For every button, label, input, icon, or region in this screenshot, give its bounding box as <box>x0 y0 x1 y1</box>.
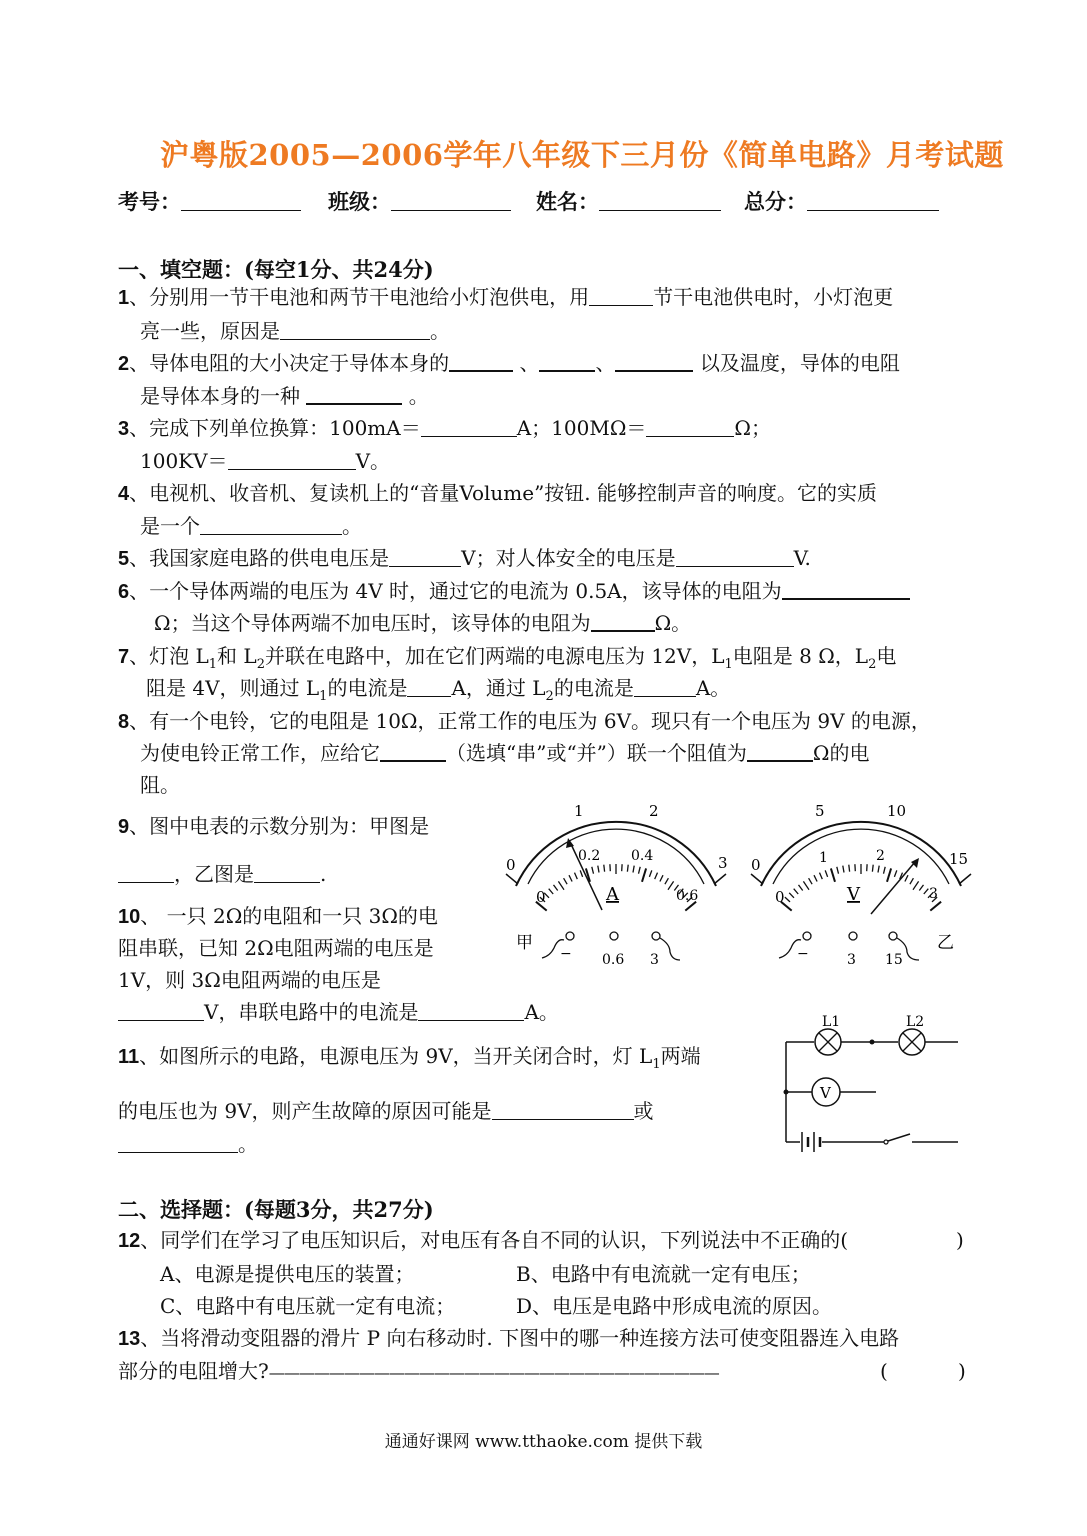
q-number: 12 <box>118 1230 141 1252</box>
question-10 <box>118 900 438 933</box>
voltmeter-terminal-3 <box>849 932 857 940</box>
q-number: 8 <box>118 711 130 733</box>
circuit-figure <box>772 1010 968 1160</box>
q12-option-c[interactable]: C、电路中有电压就一定有电流； <box>160 1294 456 1318</box>
question-1-line2 <box>140 315 450 347</box>
scale-tick <box>894 870 896 877</box>
scale-tick <box>905 875 908 881</box>
q-text: 、灯泡 L <box>129 644 209 668</box>
question-9-line2 <box>118 858 326 890</box>
ammeter-terminal-3-label: 3 <box>650 952 659 968</box>
answer-blank[interactable] <box>449 352 513 372</box>
question-3-line2 <box>140 445 390 477</box>
ammeter-tag: 甲 <box>516 933 533 953</box>
question-9 <box>118 810 429 843</box>
page-footer: 通通好课网 www.tthaoke.com 提供下载 <box>384 1432 703 1452</box>
ammeter-top-label-1: 1 <box>574 802 584 820</box>
subscript: 2 <box>545 689 554 704</box>
circuit-junction <box>784 1090 789 1095</box>
section2-heading: 二、选择题：(每题3分，共27分) <box>118 1197 434 1222</box>
question-6-line2 <box>154 607 691 639</box>
q-text: 、导体电阻的大小决定于导体本身的 <box>129 351 450 375</box>
scale-tick <box>887 868 891 881</box>
question-13-line2 <box>118 1355 719 1389</box>
scale-tick <box>554 885 558 891</box>
scale-tick <box>633 866 634 873</box>
ammeter-bottom-label-1: 0.2 <box>578 848 601 864</box>
scale-tick <box>825 870 827 877</box>
scale-tick <box>872 865 873 872</box>
scale-tick <box>580 870 582 877</box>
q-number: 1 <box>118 287 130 309</box>
q-text: 、如图所示的电路，电源电压为 9V，当开关闭合时，灯 L <box>139 1044 653 1068</box>
subscript: 1 <box>319 689 328 704</box>
voltmeter-bottom-label-1: 1 <box>819 850 828 866</box>
answer-blank[interactable] <box>407 678 451 697</box>
voltmeter-zero-bottom: 0 <box>775 888 785 906</box>
ammeter-terminal-3 <box>652 932 660 940</box>
answer-blank[interactable] <box>306 385 402 405</box>
voltmeter-outer-arc <box>761 822 961 886</box>
q-text: 。 <box>238 1132 258 1156</box>
q-text: 、我国家庭电路的供电电压是 <box>129 546 390 570</box>
q-text: 、有一个电铃，它的电阻是 10Ω，正常工作的电压为 6V。现只有一个电压为 9V 的电源， <box>129 709 931 733</box>
exam-no-blank[interactable] <box>181 190 301 211</box>
ammeter-terminal-neg-label: − <box>560 946 572 962</box>
question-4 <box>118 477 877 510</box>
section1-heading: 一、填空题：(每空1分、共24分) <box>118 257 434 282</box>
scale-tick <box>569 875 572 881</box>
voltmeter-terminal-neg-label: − <box>797 946 809 962</box>
answer-blank[interactable] <box>421 418 517 437</box>
ammeter-zero-bottom: 0 <box>536 888 546 906</box>
q-text: 、 一只 2Ω的电阻和一只 3Ω的电 <box>140 904 438 928</box>
q12-answer-paren[interactable]: ) <box>956 1228 964 1252</box>
voltmeter-left-edge <box>751 874 763 884</box>
q-text: 电阻是 8 Ω，L <box>732 644 869 668</box>
page-title: 沪粤版2005—2006学年八年级下三月份《简单电路》月考试题 <box>160 138 1004 172</box>
answer-blank[interactable] <box>539 352 595 372</box>
dash-leader: —————————————————————————————— <box>268 1363 719 1382</box>
q-text: 阻是 4V，则通过 L <box>146 676 320 700</box>
scale-tick <box>843 866 844 873</box>
ammeter-right-edge <box>714 874 726 884</box>
q-text: Ω； <box>734 416 771 440</box>
total-field <box>744 186 939 216</box>
q-text: 电 <box>876 644 897 668</box>
q-text: 1V，则 3Ω电阻两端的电压是 <box>118 968 381 992</box>
q-text: 、一个导体两端的电压为 4V 时，通过它的电流为 0.5A，该导体的电阻为 <box>129 579 782 603</box>
ammeter-bottom-label-2: 0.4 <box>631 848 654 864</box>
question-1 <box>118 281 893 314</box>
answer-blank[interactable] <box>200 516 342 535</box>
voltmeter-terminal-neg <box>803 932 811 940</box>
question-8-line2 <box>140 737 870 769</box>
q13-answer-paren-open[interactable]: ( <box>880 1359 888 1383</box>
answer-blank[interactable] <box>254 864 320 883</box>
name-label: 姓名： <box>536 189 599 214</box>
q-text: V；对人体安全的电压是 <box>461 546 676 570</box>
q-text: 、完成下列单位换算：100mA＝ <box>129 416 421 440</box>
ammeter-top-label-2: 2 <box>649 802 659 820</box>
subscript: 1 <box>724 657 733 672</box>
scale-tick <box>849 865 850 872</box>
q-text: 部分的电阻增大? <box>118 1359 269 1383</box>
answer-blank[interactable] <box>747 742 813 762</box>
voltmeter-top-label-3: 15 <box>949 850 969 868</box>
scale-tick <box>884 867 886 874</box>
meters-figure <box>498 798 978 973</box>
scale-tick <box>930 902 941 911</box>
scale-tick <box>809 878 813 884</box>
q-text: V. <box>793 546 811 570</box>
scale-tick <box>642 868 646 881</box>
q-text: . <box>320 862 327 886</box>
question-13 <box>118 1322 899 1355</box>
q12-option-d[interactable]: D、电压是电路中形成电流的原因。 <box>516 1294 833 1318</box>
q-text: Ω；当这个导体两端不加电压时，该导体的电阻为 <box>154 611 591 635</box>
q-text: 为使电铃正常工作，应给它 <box>140 741 380 765</box>
q12-option-b[interactable]: B、电路中有电流就一定有电压； <box>516 1262 811 1286</box>
answer-blank[interactable] <box>634 678 696 697</box>
q-text: 的电流是 <box>327 676 408 700</box>
question-6 <box>118 575 910 608</box>
q-text: 。 <box>430 319 450 343</box>
q-text: （选填“串”或“并”）联一个阻值为 <box>446 741 747 765</box>
question-2-line2 <box>140 380 429 412</box>
q-number: 13 <box>118 1328 141 1350</box>
question-10-line2 <box>118 932 434 964</box>
question-8 <box>118 705 931 738</box>
question-12 <box>118 1224 848 1257</box>
q-number: 5 <box>118 548 130 570</box>
q12-option-a[interactable]: A、电源是提供电压的装置； <box>160 1262 415 1286</box>
question-8-line3 <box>140 769 180 801</box>
q-text: 两端 <box>660 1044 701 1068</box>
voltmeter-tag: 乙 <box>937 933 954 953</box>
scale-tick <box>831 868 835 881</box>
q-text: 的电流是 <box>553 676 634 700</box>
q-text: 是一个 <box>140 514 200 538</box>
voltmeter-needle-tip <box>911 858 919 868</box>
question-11 <box>118 1040 701 1081</box>
ammeter-outer-arc <box>516 822 716 886</box>
q-text: V。 <box>355 449 391 473</box>
scale-tick <box>598 866 599 873</box>
voltmeter-terminal-3-label: 3 <box>847 952 856 968</box>
switch-icon <box>888 1134 910 1141</box>
q-text: 、分别用一节干电池和两节干电池给小灯泡供电，用 <box>129 285 590 309</box>
question-10-line3 <box>118 964 381 996</box>
ammeter <box>506 802 728 968</box>
answer-blank[interactable] <box>492 1101 634 1120</box>
ammeter-terminal-3-wire <box>660 938 680 960</box>
scale-tick <box>913 881 919 889</box>
answer-blank[interactable] <box>118 1002 204 1021</box>
q-text: 、 <box>595 351 616 375</box>
voltmeter-terminal-15 <box>889 932 897 940</box>
q-text: 亮一些，原因是 <box>140 319 280 343</box>
exam-no-field <box>118 186 301 216</box>
voltmeter-top-label-1: 5 <box>815 802 825 820</box>
voltmeter-symbol-label: V <box>820 1084 831 1102</box>
q-text: 是导体本身的一种 <box>140 384 300 408</box>
class-field <box>328 186 511 216</box>
scale-tick <box>558 881 564 889</box>
voltmeter-zero-top: 0 <box>751 856 761 874</box>
q-text: 、图中电表的示数分别为：甲图是 <box>129 814 430 838</box>
q-text: A。 <box>524 1000 559 1024</box>
ammeter-unit: A <box>606 884 619 905</box>
q-text: ，乙图是 <box>174 862 254 886</box>
total-label: 总分： <box>744 189 807 214</box>
question-2 <box>118 347 900 380</box>
voltmeter <box>751 802 971 968</box>
subscript: 2 <box>256 657 265 672</box>
voltmeter-terminal-15-label: 15 <box>885 952 903 968</box>
scale-tick <box>837 867 839 874</box>
scale-tick <box>910 878 914 884</box>
ammeter-terminal-neg <box>566 932 574 940</box>
q-number: 2 <box>118 353 130 375</box>
q-text: Ω的电 <box>812 741 870 765</box>
q-number: 7 <box>118 646 130 668</box>
q-number: 9 <box>118 816 130 838</box>
ammeter-top-label-3: 3 <box>718 854 728 872</box>
lamp-l2-label: L2 <box>906 1014 925 1030</box>
q-text: 100KV＝ <box>140 449 228 473</box>
scale-tick <box>564 878 568 884</box>
scale-tick <box>785 897 790 902</box>
answer-blank[interactable] <box>118 864 174 883</box>
voltmeter-top-label-2: 10 <box>887 802 907 820</box>
scale-tick <box>575 873 578 880</box>
total-blank[interactable] <box>807 190 939 211</box>
scale-tick <box>814 875 817 881</box>
voltmeter-inner-arc <box>773 829 949 884</box>
q-text: 以及温度，导体的电阻 <box>699 351 900 375</box>
q-text: V，串联电路中的电流是 <box>204 1000 419 1024</box>
ammeter-terminal-06-label: 0.6 <box>602 952 625 968</box>
q-text: 和 L <box>217 644 257 668</box>
ammeter-zero-top: 0 <box>506 856 516 874</box>
scale-tick <box>627 865 628 872</box>
question-3 <box>118 412 771 445</box>
scale-tick <box>655 873 658 880</box>
scale-tick <box>820 873 823 880</box>
answer-blank[interactable] <box>782 580 910 600</box>
q-text: 、同学们在学习了电压知识后，对电压有各自不同的认识，下列说法中不正确的( <box>140 1228 849 1252</box>
scale-tick <box>878 866 879 873</box>
q-text: 。 <box>408 384 429 408</box>
scale-tick <box>604 865 605 872</box>
q13-answer-paren-close[interactable]: ) <box>958 1359 966 1383</box>
q-number: 3 <box>118 418 130 440</box>
answer-blank[interactable] <box>615 352 693 372</box>
answer-blank[interactable] <box>418 1002 524 1021</box>
q-number: 11 <box>118 1046 140 1068</box>
circuit-junction <box>870 1040 875 1045</box>
scale-tick <box>665 878 669 884</box>
answer-blank[interactable] <box>280 321 430 340</box>
voltmeter-bottom-label-2: 2 <box>876 848 885 864</box>
scale-tick <box>924 889 929 894</box>
answer-blank[interactable] <box>118 1134 238 1153</box>
question-10-line4 <box>118 996 559 1028</box>
voltmeter-needle <box>871 862 915 914</box>
class-label: 班级： <box>328 189 391 214</box>
question-4-line2 <box>140 510 362 542</box>
q-text: 、 <box>519 351 540 375</box>
q-number: 4 <box>118 483 130 505</box>
subscript: 2 <box>868 657 877 672</box>
answer-blank[interactable] <box>589 287 653 306</box>
q-text: 。 <box>342 514 362 538</box>
voltmeter-unit: V <box>847 884 860 905</box>
scale-tick <box>668 881 674 889</box>
scale-tick <box>549 889 554 894</box>
q-text: A，通过 L <box>451 676 546 700</box>
answer-blank[interactable] <box>380 742 446 762</box>
q-text: 或 <box>633 1099 654 1123</box>
question-5 <box>118 542 811 575</box>
scale-tick <box>794 889 799 894</box>
scale-tick <box>592 867 594 874</box>
scale-tick <box>803 881 809 889</box>
subscript: 1 <box>652 1057 661 1072</box>
scale-tick <box>799 885 803 891</box>
answer-blank[interactable] <box>646 418 734 437</box>
scale-tick <box>639 867 641 874</box>
q-text: 节干电池供电时，小灯泡更 <box>653 285 894 309</box>
class-blank[interactable] <box>391 190 511 211</box>
q-text: 并联在电路中，加在它们两端的电源电压为 12V，L <box>264 644 725 668</box>
subscript: 1 <box>208 657 218 672</box>
answer-blank[interactable] <box>228 451 356 470</box>
scale-tick <box>919 885 923 891</box>
q-text: 、当将滑动变阻器的滑片 P 向右移动时. 下图中的哪一种连接方法可使变阻器连入电路 <box>140 1326 900 1350</box>
ammeter-left-edge <box>506 874 518 884</box>
voltmeter-right-edge <box>959 874 971 884</box>
q-text: 阻串联，已知 2Ω电阻两端的电压是 <box>118 936 434 960</box>
q-text: Ω。 <box>654 611 692 635</box>
ammeter-inner-arc <box>528 829 704 884</box>
voltmeter-bottom-label-3: 3 <box>929 886 938 902</box>
exam-no-label: 考号： <box>118 189 181 214</box>
q-text: 的电压也为 9V，则产生故障的原因可能是 <box>118 1099 492 1123</box>
answer-blank[interactable] <box>591 612 655 632</box>
name-field <box>536 186 721 216</box>
name-blank[interactable] <box>599 190 721 211</box>
scale-tick <box>660 875 663 881</box>
answer-blank[interactable] <box>676 548 794 567</box>
q-text: A。 <box>695 676 731 700</box>
question-11-line2 <box>118 1095 654 1127</box>
q-number: 6 <box>118 581 130 603</box>
switch-icon <box>884 1140 888 1144</box>
question-11-line3 <box>118 1128 258 1160</box>
q-text: 、电视机、收音机、复读机上的“音量Volume”按钮. 能够控制声音的响度。它的实质 <box>129 481 878 505</box>
q-text: 阻。 <box>140 773 180 797</box>
answer-blank[interactable] <box>389 548 461 567</box>
ammeter-terminal-06 <box>610 932 618 940</box>
scale-tick <box>649 870 651 877</box>
lamp-l1-label: L1 <box>822 1014 841 1030</box>
q-text: A；100MΩ＝ <box>516 416 647 440</box>
voltmeter-ticks <box>781 864 941 911</box>
ammeter-bottom-label-3: 0.6 <box>676 888 699 904</box>
scale-tick <box>789 893 794 898</box>
q-number: 10 <box>118 906 141 928</box>
